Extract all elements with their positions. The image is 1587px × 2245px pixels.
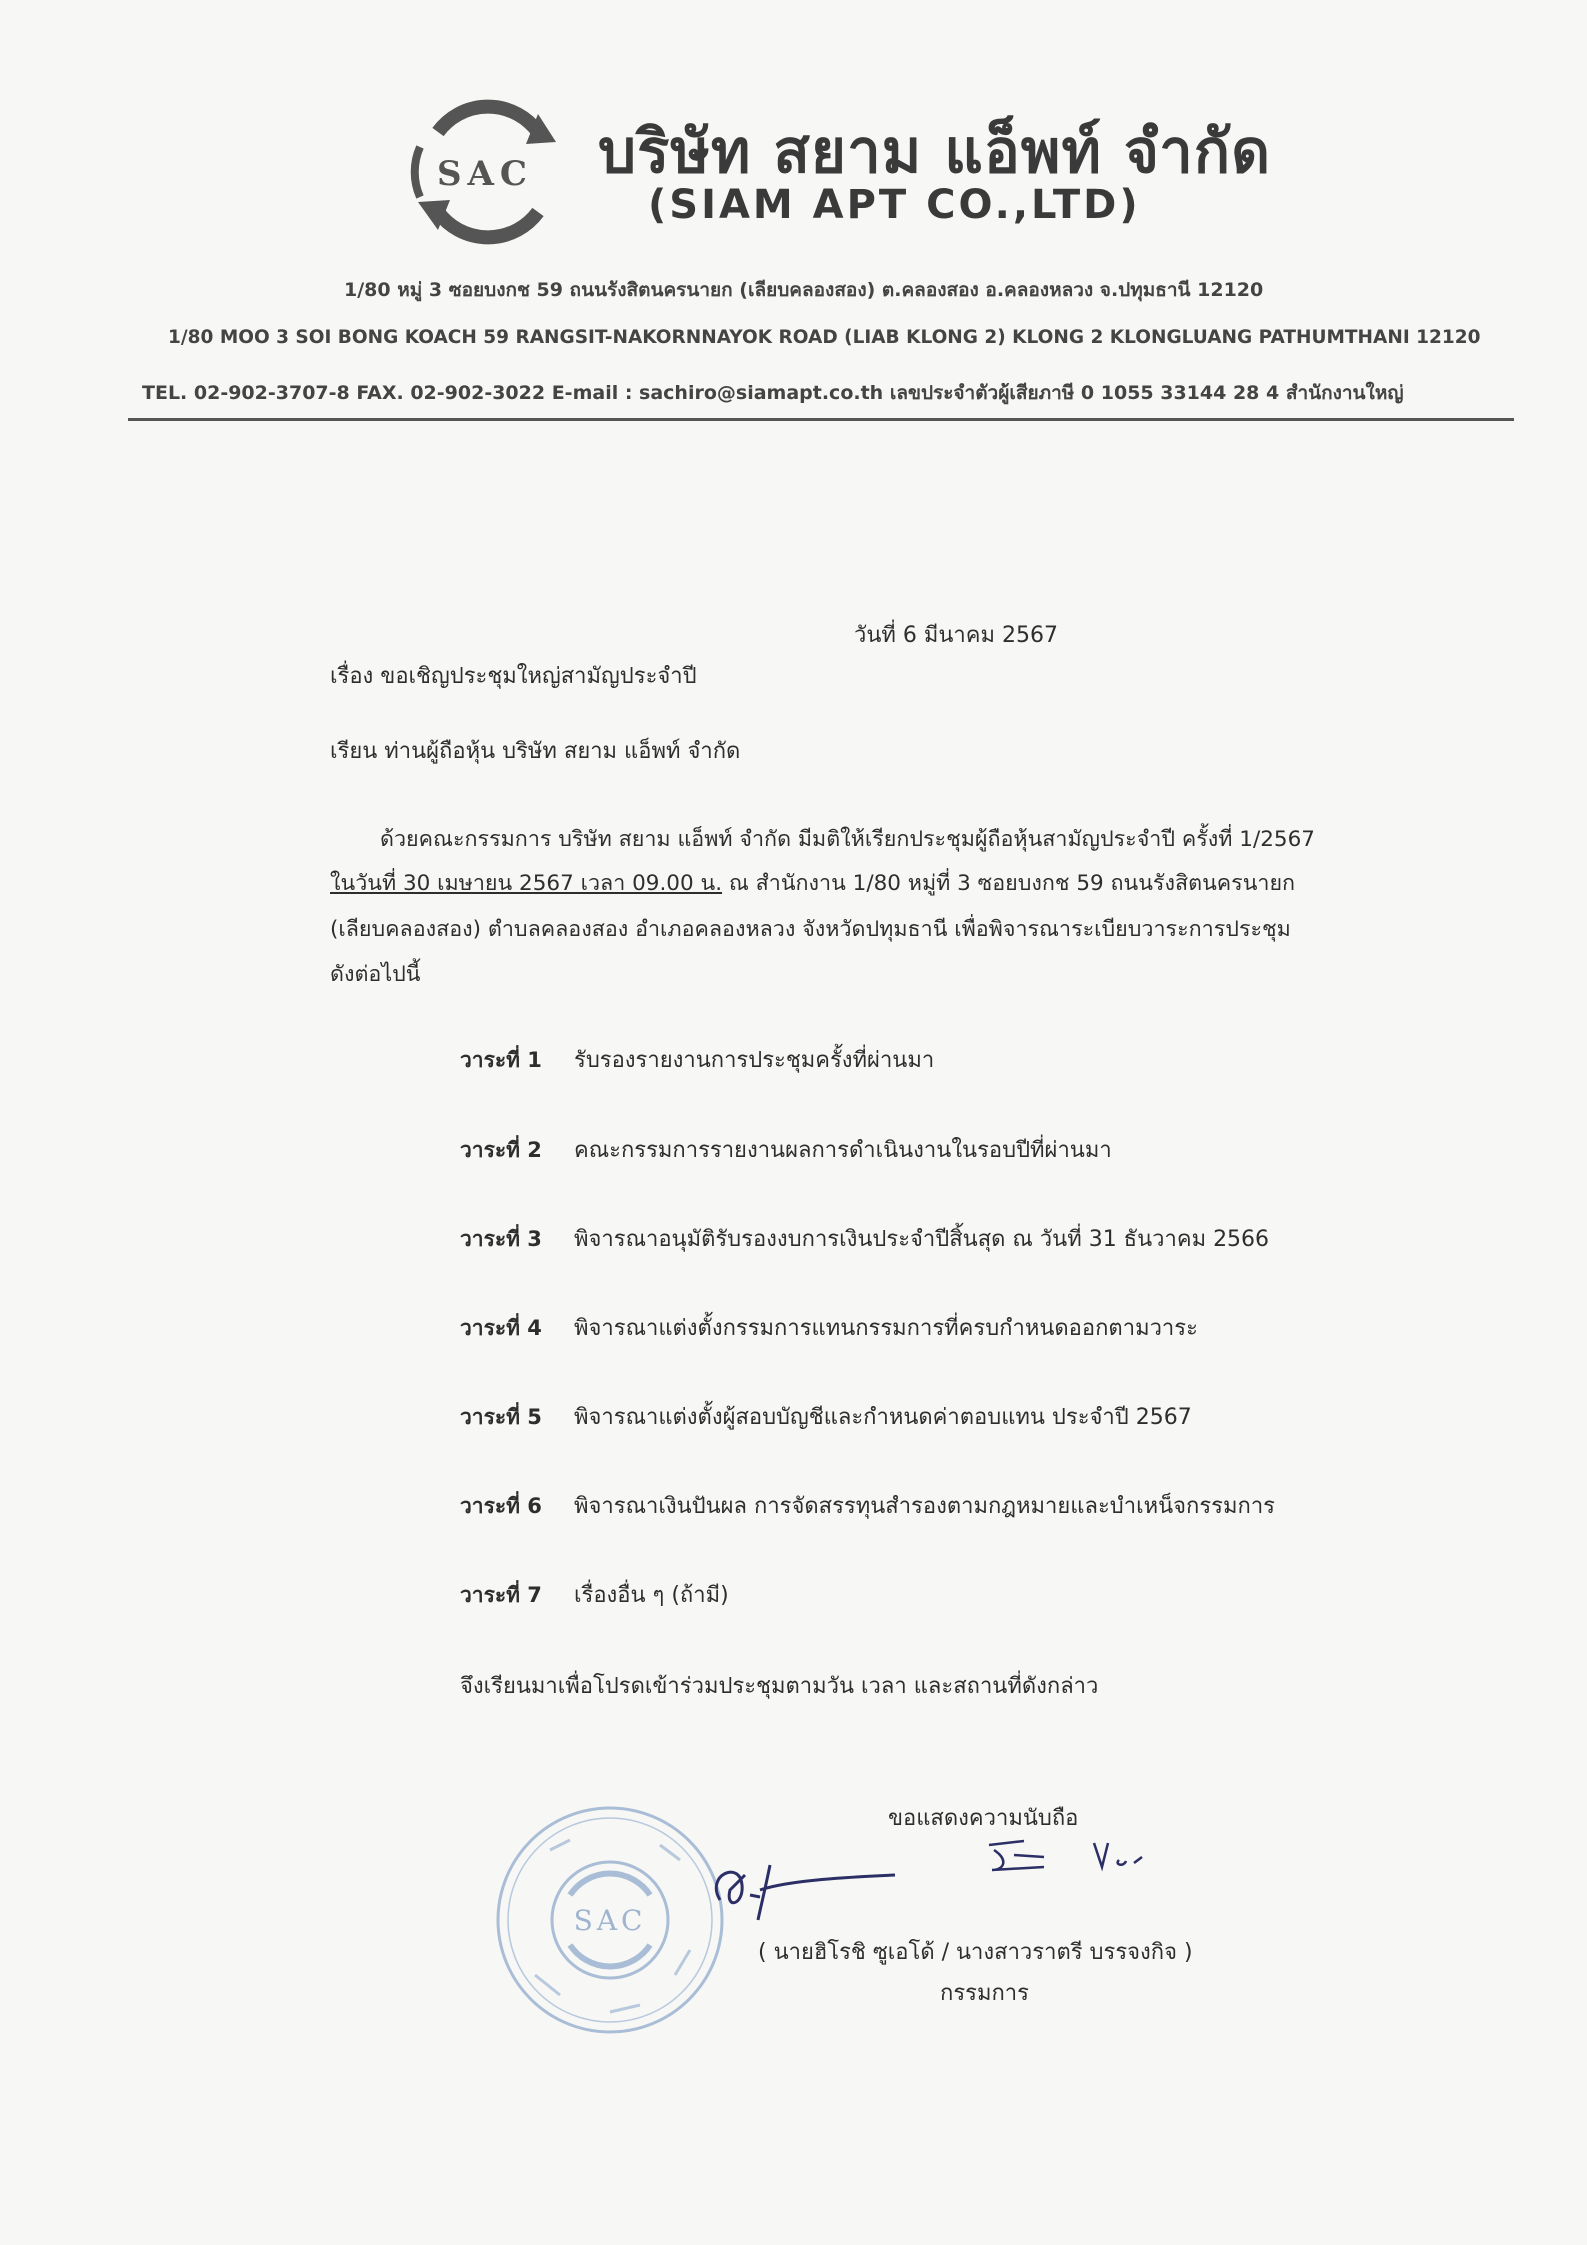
letter-subject: เรื่อง ขอเชิญประชุมใหญ่สามัญประจำปี <box>330 664 697 689</box>
company-stamp <box>490 1800 730 2040</box>
agenda-text: พิจารณาเงินปันผล การจัดสรรทุนสำรองตามกฎหมายและบำเหน็จกรรมการ <box>574 1494 1275 1519</box>
signature-1 <box>700 1855 900 1925</box>
agenda-number: วาระที่ 7 <box>460 1583 542 1607</box>
header-divider <box>128 418 1514 421</box>
address-th: 1/80 หมู่ 3 ซอยบงกช 59 ถนนรังสิตนครนายก (เลียบคลองสอง) ต.คลองสอง อ.คลองหลวง จ.ปทุมธานี 12120 <box>344 279 1264 301</box>
meeting-datetime: ในวันที่ 30 เมษายน 2567 เวลา 09.00 น. <box>330 871 723 896</box>
logo-text: SAC <box>437 154 533 194</box>
agenda-text: รับรองรายงานการประชุมครั้งที่ผ่านมา <box>574 1048 935 1073</box>
paragraph-line-4: ดังต่อไปนี้ <box>330 962 421 987</box>
agenda-number: วาระที่ 1 <box>460 1048 542 1072</box>
agenda-number: วาระที่ 5 <box>460 1405 542 1429</box>
signatory-names: ( นายฮิโรชิ ซูเอโด้ / นางสาวราตรี บรรจงกิจ ) <box>758 1940 1193 1965</box>
contact-line: TEL. 02-902-3707-8 FAX. 02-902-3022 E-mail : sachiro@siamapt.co.th เลขประจำตัวผู้เสียภาษี 0 1055 33144 28 4 สำนักงานใหญ่ <box>142 382 1404 404</box>
letter-date: วันที่ 6 มีนาคม 2567 <box>854 623 1058 648</box>
company-name-en: (SIAM APT CO.,LTD) <box>648 182 1141 228</box>
closing-line: จึงเรียนมาเพื่อโปรดเข้าร่วมประชุมตามวัน เวลา และสถานที่ดังกล่าว <box>460 1674 1099 1699</box>
agenda-text: พิจารณาอนุมัติรับรองงบการเงินประจำปีสิ้นสุด ณ วันที่ 31 ธันวาคม 2566 <box>574 1227 1270 1252</box>
company-name-th: บริษัท สยาม แอ็พท์ จำกัด <box>598 117 1272 187</box>
address-en: 1/80 MOO 3 SOI BONG KOACH 59 RANGSIT-NAKORNNAYOK ROAD (LIAB KLONG 2) KLONG 2 KLONGLUANG PATHUMTHANI 12120 <box>168 327 1481 348</box>
agenda-number: วาระที่ 6 <box>460 1494 542 1518</box>
letter-recipient: เรียน ท่านผู้ถือหุ้น บริษัท สยาม แอ็พท์ จำกัด <box>330 739 741 764</box>
sac-logo <box>398 92 573 252</box>
agenda-number: วาระที่ 3 <box>460 1227 542 1251</box>
regards-line: ขอแสดงความนับถือ <box>888 1806 1079 1831</box>
agenda-number: วาระที่ 2 <box>460 1138 542 1162</box>
stamp-center-text: SAC <box>573 1904 647 1937</box>
paragraph-line-1: ด้วยคณะกรรมการ บริษัท สยาม แอ็พท์ จำกัด มีมติให้เรียกประชุมผู้ถือหุ้นสามัญประจำปี ครั้งที่ 1/2567 <box>380 827 1315 852</box>
agenda-text: พิจารณาแต่งตั้งกรรมการแทนกรรมการที่ครบกำหนดออกตามวาระ <box>574 1316 1198 1341</box>
paragraph-line-2 <box>330 866 1295 900</box>
agenda-text: เรื่องอื่น ๆ (ถ้ามี) <box>574 1583 729 1608</box>
signature-2 <box>984 1835 1164 1880</box>
paragraph-line-3: (เลียบคลองสอง) ตำบลคลองสอง อำเภอคลองหลวง จังหวัดปทุมธานี เพื่อพิจารณาระเบียบวาระการประชุม <box>330 917 1291 942</box>
agenda-number: วาระที่ 4 <box>460 1316 542 1340</box>
signatory-role: กรรมการ <box>940 1981 1029 2006</box>
agenda-text: พิจารณาแต่งตั้งผู้สอบบัญชีและกำหนดค่าตอบแทน ประจำปี 2567 <box>574 1405 1192 1430</box>
agenda-text: คณะกรรมการรายงานผลการดำเนินงานในรอบปีที่ผ่านมา <box>574 1138 1112 1163</box>
meeting-location: ณ สำนักงาน 1/80 หมู่ที่ 3 ซอยบงกช 59 ถนนรังสิตนครนายก <box>722 871 1296 896</box>
